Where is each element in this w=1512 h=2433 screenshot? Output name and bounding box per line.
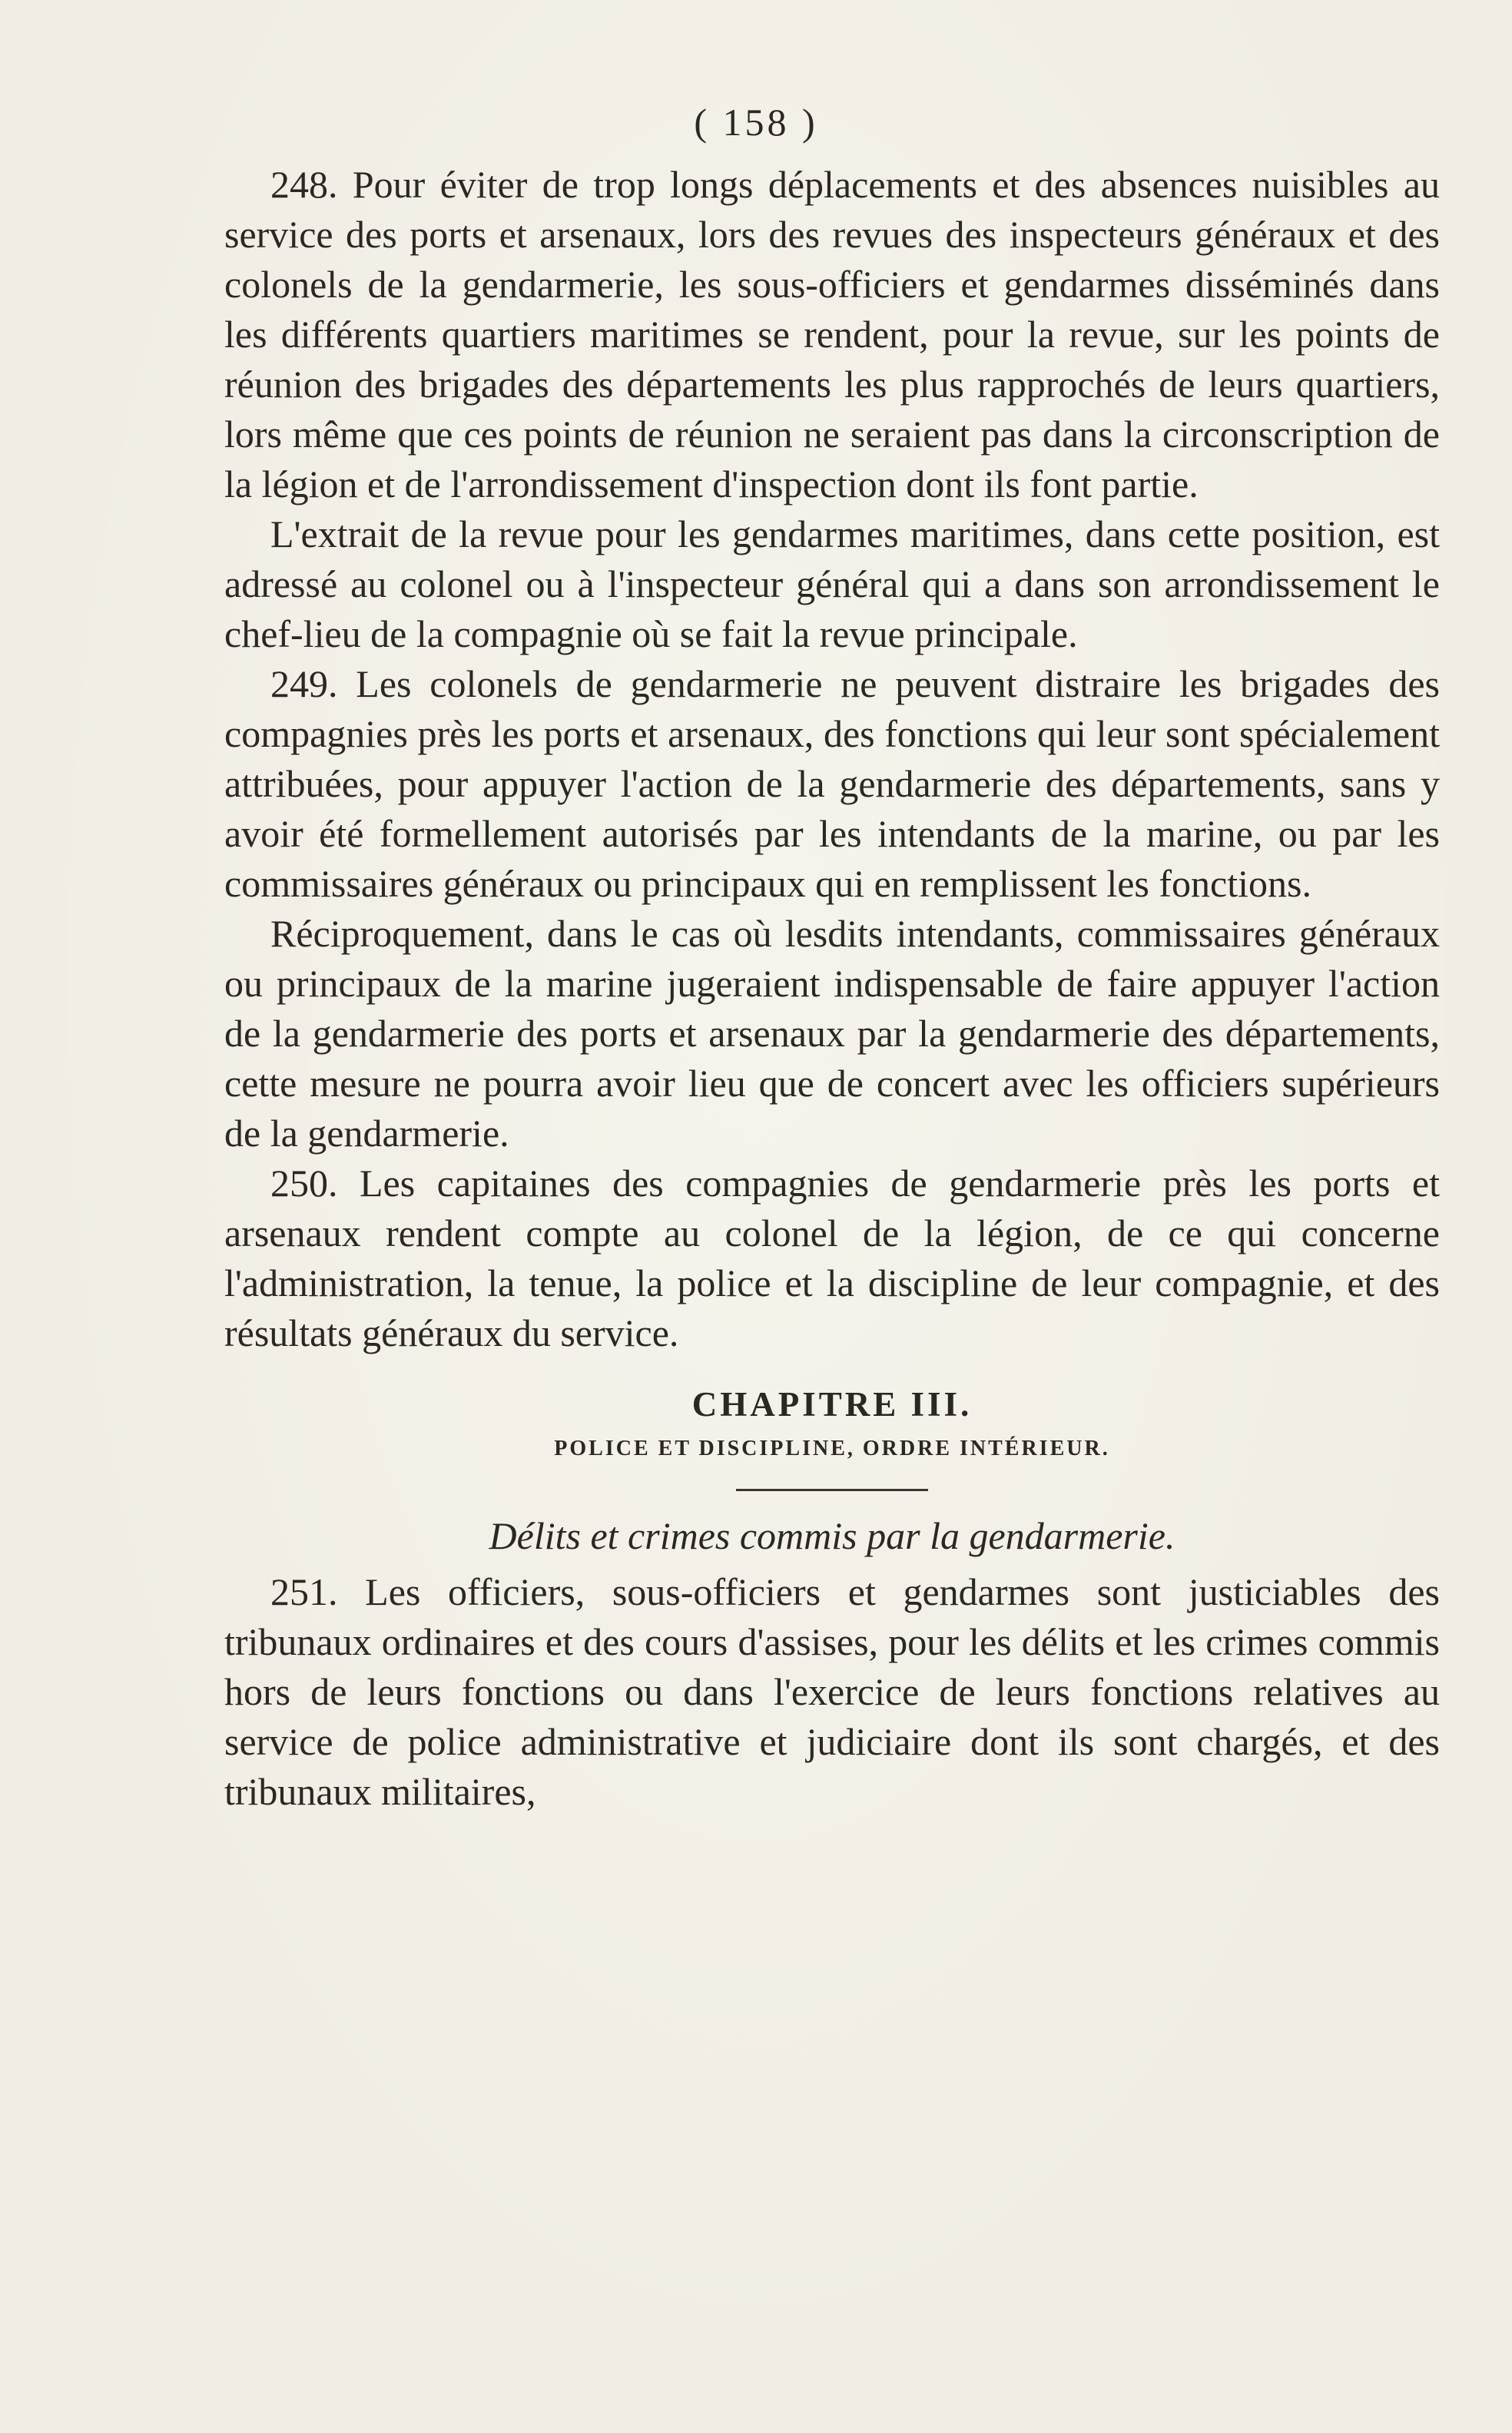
paragraph-251: 251. Les officiers, sous-officiers et gendarmes sont justiciables des tribunaux ordinaires et des cours d'assises, pour les délits et les crimes commis hors de leurs fonctions ou dans l'exercice de leurs fonctions relatives au service de police administrative et judiciaire dont ils sont chargés, et des tribunaux militaires, — [224, 1570, 1440, 1813]
section-divider — [736, 1489, 928, 1491]
paragraph-248-extract: L'extrait de la revue pour les gendarmes maritimes, dans cette position, est adressé au colonel ou à l'inspecteur général qui a dans son arrondissement le chef-lieu de la compagnie où se fait la revue principale. — [224, 512, 1440, 655]
section-heading: Délits et crimes commis par la gendarmerie. — [489, 1514, 1175, 1557]
paragraph-250: 250. Les capitaines des compagnies de gendarmerie près les ports et arsenaux rendent compte au colonel de la légion, de ce qui concerne l'administration, la tenue, la police et la discipline de leur compagnie, et des résultats généraux du service. — [224, 1162, 1440, 1354]
paragraph-249: 249. Les colonels de gendarmerie ne peuvent distraire les brigades des compagnies près les ports et arsenaux, des fonctions qui leur sont spécialement attribuées, pour appuyer l'action de la gendarmerie des départements, sans y avoir été formellement autorisés par les intendants de la marine, ou par les commissaires généraux ou principaux qui en remplissent les fonctions. — [224, 662, 1440, 905]
chapter-title: CHAPITRE III. — [691, 1385, 973, 1424]
chapter-subtitle: POLICE ET DISCIPLINE, ORDRE INTÉRIEUR. — [554, 1437, 1110, 1460]
paragraph-248: 248. Pour éviter de trop longs déplacements et des absences nuisibles au service des ports et arsenaux, lors des revues des inspecteurs généraux et des colonels de la gendarmerie, les sous-officiers et gendarmes disséminés dans les différents quartiers maritimes se rendent, pour la revue, sur les points de réunion des brigades des départements les plus rapprochés de leurs quartiers, lors même que ces points de réunion ne seraient pas dans la circonscription de la légion et de l'arrondissement d'inspection dont ils font partie. — [224, 163, 1440, 505]
body-text — [224, 160, 1440, 1817]
page-number: ( 158 ) — [694, 101, 818, 144]
paragraph-249-reciprocal: Réciproquement, dans le cas où lesdits intendants, commissaires généraux ou principaux de la marine jugeraient indispensable de faire appuyer l'action de la gendarmerie des ports et arsenaux par la gendarmerie des départements, cette mesure ne pourra avoir lieu que de concert avec les officiers supérieurs de la gendarmerie. — [224, 912, 1440, 1155]
